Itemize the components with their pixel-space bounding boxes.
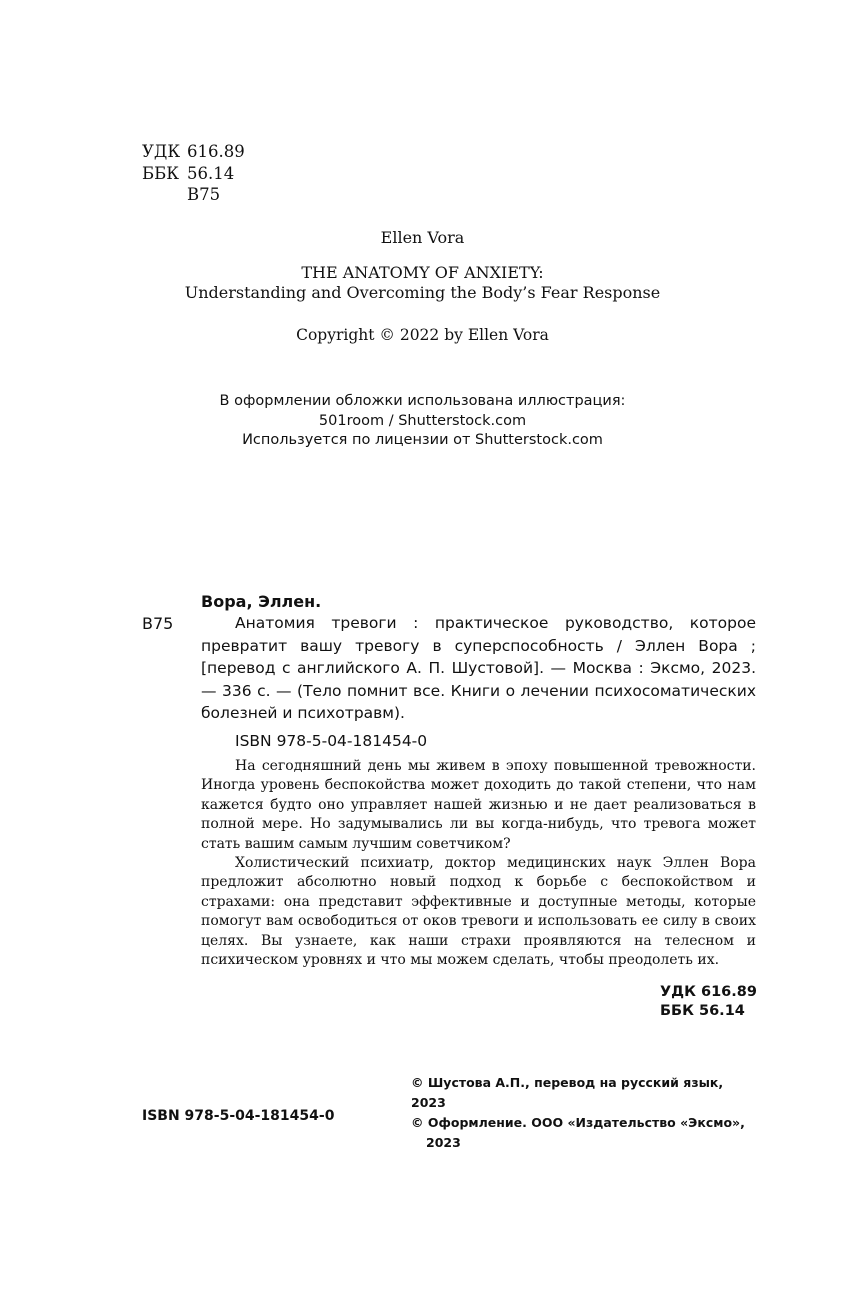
footer-isbn: ISBN 978-5-04-181454-0 xyxy=(142,1108,335,1124)
author-mark: В75 xyxy=(187,185,221,204)
cover-credit xyxy=(0,392,845,451)
rights-block xyxy=(411,1073,761,1153)
bbk-label: ББК xyxy=(142,163,180,183)
cover-credit-line2: 501room / Shutterstock.com xyxy=(318,412,527,429)
classification-block xyxy=(142,141,245,206)
rights-line2: © Оформление. ООО «Издательство «Эксмо», xyxy=(411,1115,745,1130)
rights-line3: 2023 xyxy=(426,1135,461,1150)
author-mark-row xyxy=(142,184,245,206)
original-copyright: Copyright © 2022 by Ellen Vora xyxy=(296,326,549,344)
annotation xyxy=(201,757,756,970)
cover-credit-line3: Используется по лицензии от Shutterstock.com xyxy=(242,432,603,448)
catalog-heading: Вора, Эллен. xyxy=(201,592,322,611)
original-title-line2: Understanding and Overcoming the Body’s Fear Response xyxy=(184,283,661,302)
catalog-isbn: ISBN 978-5-04-181454-0 xyxy=(235,732,428,750)
catalog-udk: УДК 616.89 xyxy=(660,984,757,1000)
original-title xyxy=(0,263,845,303)
original-title-line1: THE ANATOMY OF ANXIETY: xyxy=(301,263,544,282)
original-author: Ellen Vora xyxy=(380,228,465,247)
udk-row xyxy=(142,141,245,163)
catalog-index xyxy=(660,983,757,1021)
bbk-row xyxy=(142,163,245,185)
catalog-code: В75 xyxy=(142,614,174,633)
udk-label: УДК xyxy=(142,142,181,161)
catalog-entry: Анатомия тревоги : практическое руководство, которое превратит вашу тревогу в суперспособность / Эллен Вора ; [перевод с английского А. П. Шустовой]. — Москва : Эксмо, 2023. — 336 с. — (Тело помнит все. Книги о лечении психосоматических болезней и психотравм). xyxy=(201,614,756,722)
bbk-value: 56.14 xyxy=(187,163,235,183)
annotation-paragraph-2: Холистический психиатр, доктор медицинских наук Эллен Вора предложит абсолютно новый подход к борьбе с беспокойством и страхами: она представит эффективные и доступные методы, которые помогут вам освободиться от оков тревоги и использовать ее силу в своих целях. Вы узнаете, как наши страхи проявляются на телесном и психическом уровнях и что мы можем сделать, чтобы преодолеть их. xyxy=(201,855,756,969)
cover-credit-line1: В оформлении обложки использована иллюстрация: xyxy=(219,393,626,409)
rights-line1: © Шустова А.П., перевод на русский язык, 2023 xyxy=(411,1075,724,1110)
annotation-paragraph-1: На сегодняшний день мы живем в эпоху повышенной тревожности. Иногда уровень беспокойства может доходить до такой степени, что нам кажется будто оно управляет нашей жизнью и не дает реализоваться в полной мере. Но задумывались ли вы когда-нибудь, что тревога может стать вашим самым лучшим советчиком? xyxy=(201,758,756,852)
catalog-bbk: ББК 56.14 xyxy=(660,1003,745,1019)
udk-value: 616.89 xyxy=(187,142,245,161)
